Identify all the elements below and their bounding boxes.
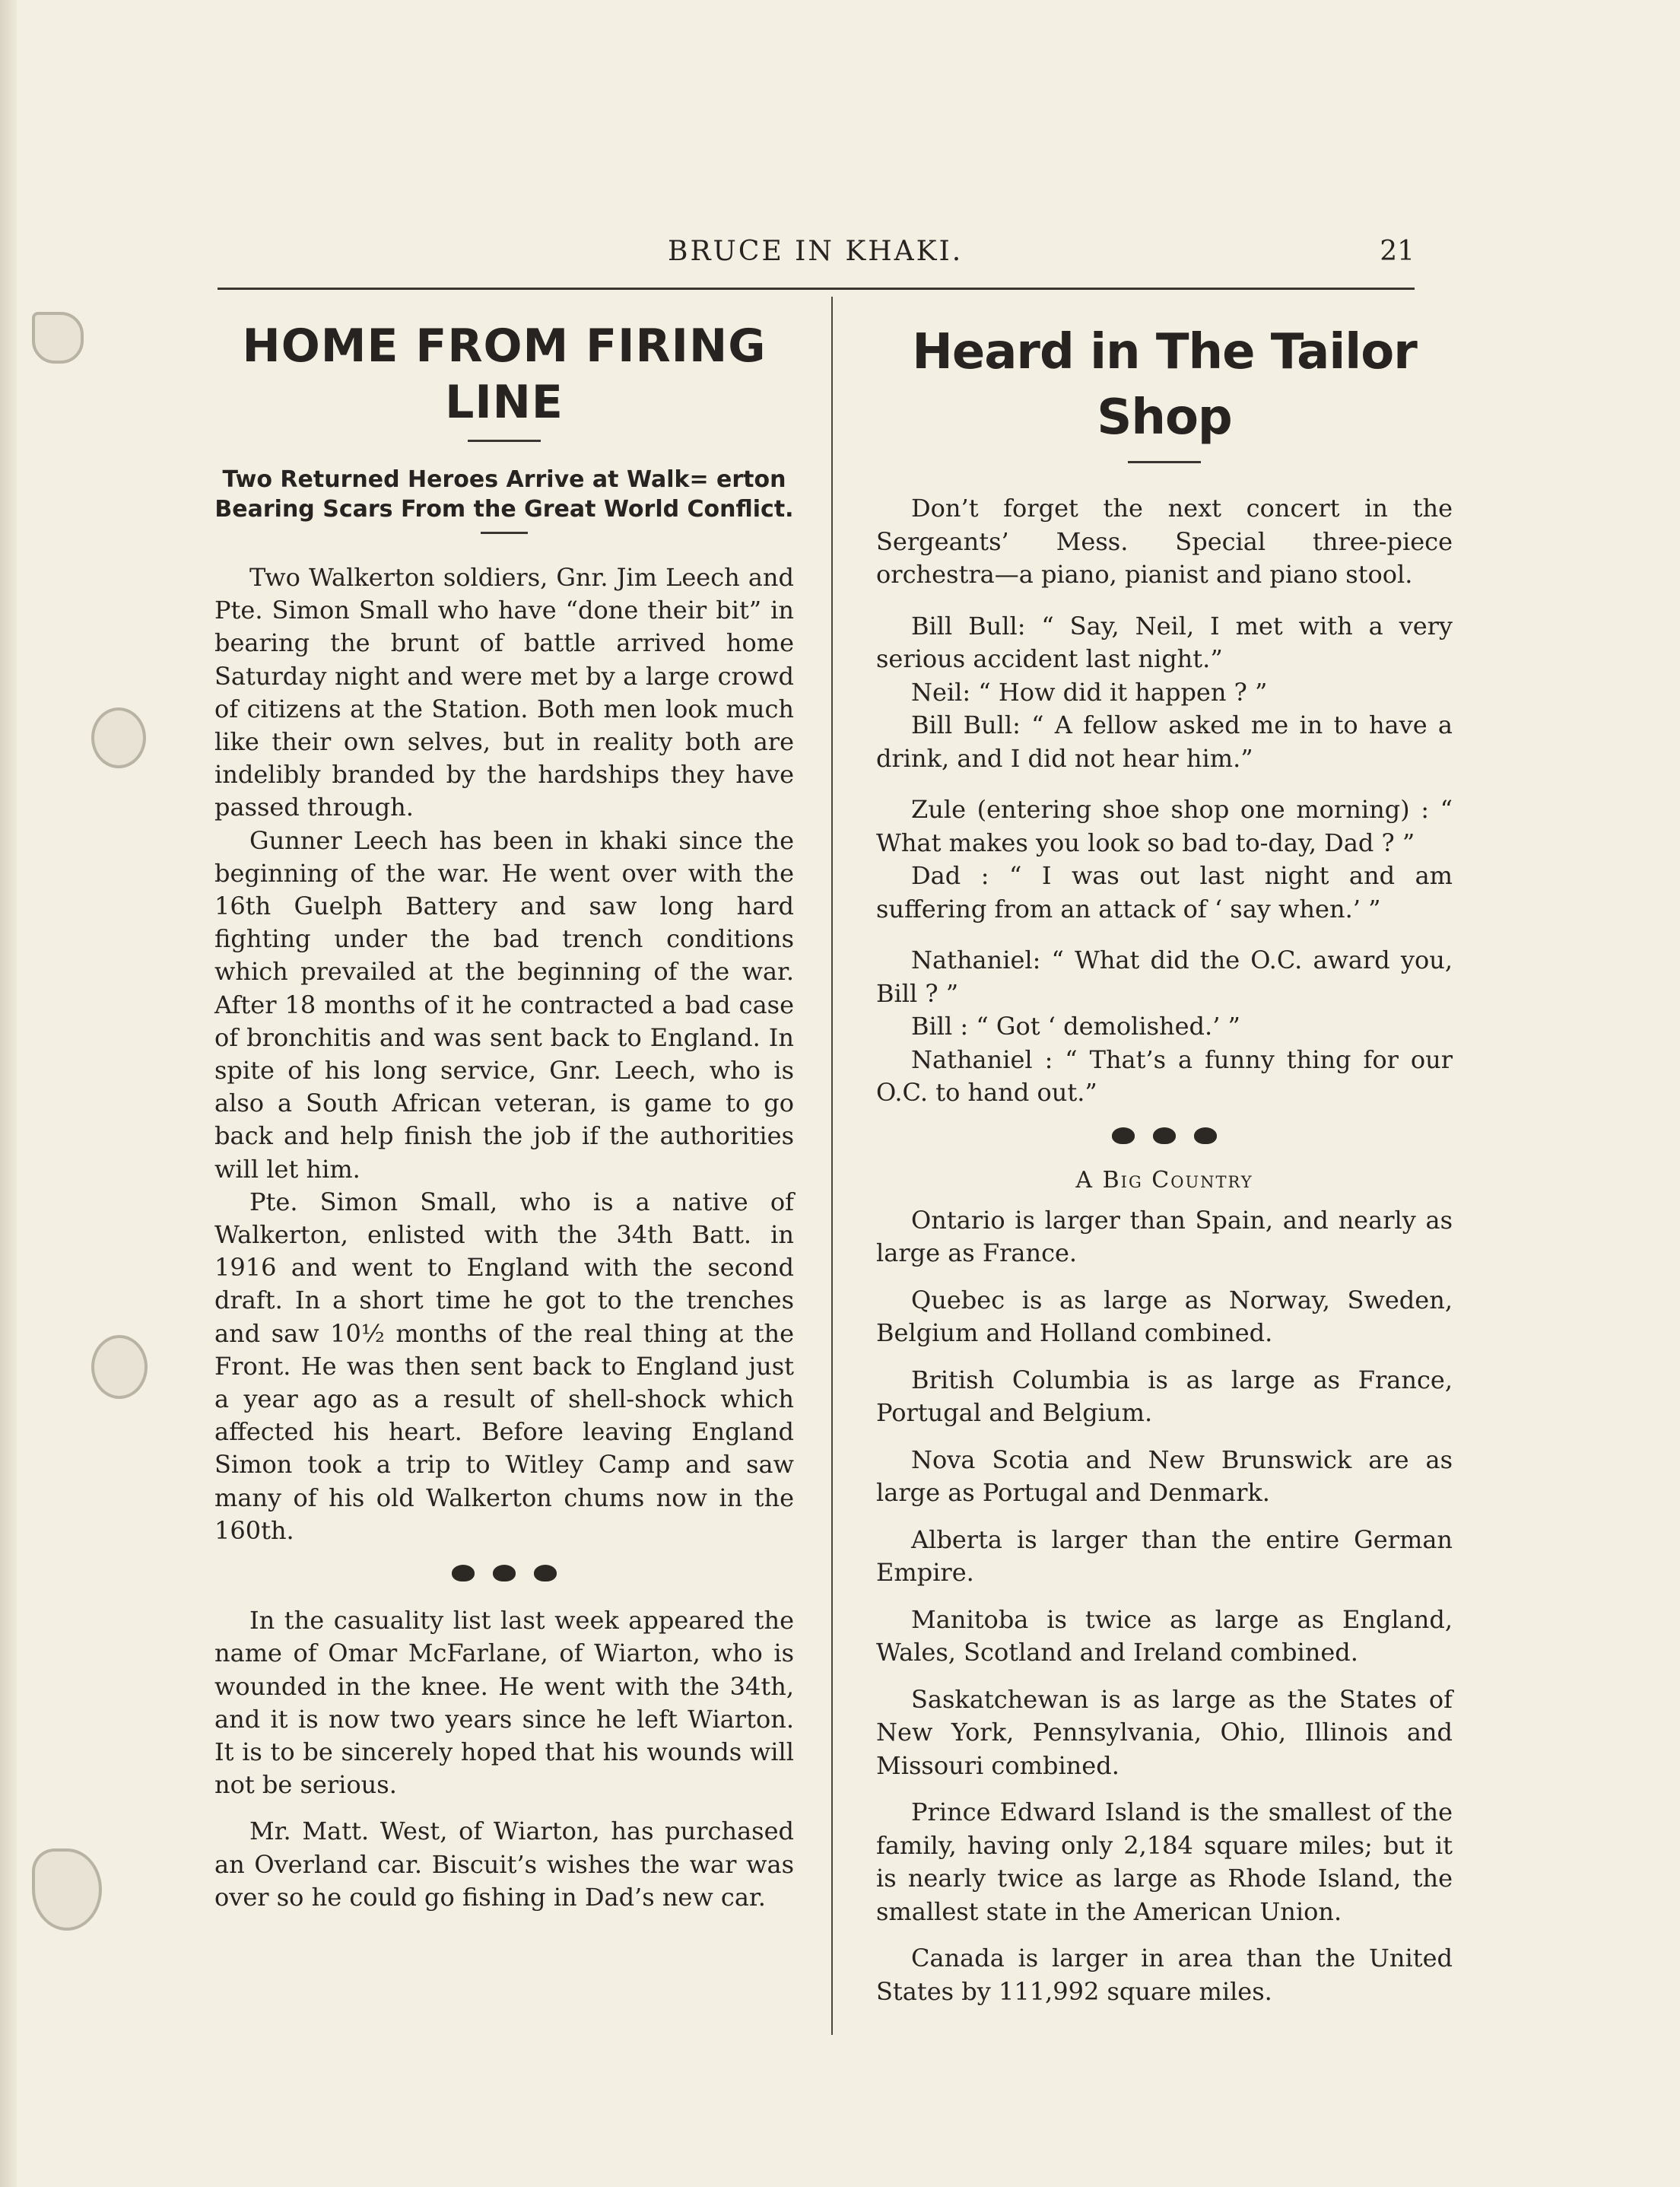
dialogue-line: Nathaniel: “ What did the O.C. award you, Bill ? ” — [876, 946, 1453, 1008]
headline-heard-in-tailor-shop: Heard in The Tailor Shop — [912, 324, 1417, 446]
punch-hole — [91, 1335, 148, 1399]
section-subhead: A Big Country — [1075, 1166, 1253, 1194]
fact-item: Alberta is larger than the entire German Empire. — [876, 1524, 1453, 1587]
ornament-icon — [493, 1565, 516, 1581]
dialogue-line: Dad : “ I was out last night and am suffering from an attack of ‘ say when.’ ” — [876, 861, 1453, 923]
running-header — [218, 236, 1415, 281]
fact-item: Canada is larger in area than the United States by 111,992 square miles. — [876, 1944, 1453, 2006]
article-paragraph: Gunner Leech has been in khaki since the beginning of the war. He went over with the 16th Guelph Battery and saw long hard fighting under the bad trench conditions which prevailed at the beginning of the war. After 18 months of it he contracted a bad case of bronchitis and was sent back to England. In spite of his long service, Gnr. Leech, who is also a South African veteran, is game to go back and help finish the job if the authorities will let him. — [214, 825, 794, 1184]
dialogue-line: Zule (entering shoe shop one morning) : “ What makes you look so bad to-day, Dad ? ” — [876, 795, 1453, 857]
punch-hole — [32, 1848, 102, 1931]
fact-item: Saskatchewan is as large as the States of New York, Pennsylvania, Ohio, Illinois and Missouri combined. — [876, 1684, 1453, 1780]
fact-item: Ontario is larger than Spain, and nearly as large as France. — [876, 1205, 1453, 1267]
article-deck: Two Returned Heroes Arrive at Walk= erton Bearing Scars From the Great World Conflict. — [214, 466, 794, 523]
punch-hole — [91, 707, 146, 768]
deck-rule — [481, 532, 528, 534]
dialogue-line: Nathaniel : “ That’s a funny thing for our O.C. to hand out.” — [876, 1044, 1453, 1107]
dialogue-line: Bill : “ Got ‘ demolished.’ ” — [911, 1012, 1240, 1041]
ornament-icon — [1153, 1127, 1176, 1144]
headline-rule — [468, 440, 541, 442]
page-binding-edge — [0, 0, 17, 2187]
news-item: Mr. Matt. West, of Wiarton, has purchased an Overland car. Biscuit’s wishes the war was over so he could go fishing in Dad’s new car. — [214, 1817, 794, 1912]
dialogue-line: Neil: “ How did it happen ? ” — [911, 677, 1268, 707]
running-title: BRUCE IN KHAKI. — [668, 236, 964, 267]
fact-item: Nova Scotia and New Brunswick are as large as Portugal and Denmark. — [876, 1445, 1453, 1507]
fact-item: Manitoba is twice as large as England, Wales, Scotland and Ireland combined. — [876, 1604, 1453, 1667]
intro-paragraph: Don’t forget the next concert in the Sergeants’ Mess. Special three-piece orchestra—a piano, pianist and piano stool. — [876, 494, 1453, 589]
article-paragraph: Pte. Simon Small, who is a native of Walkerton, enlisted with the 34th Batt. in 1916 and went to England with the second draft. In a short time he got to the trenches and saw 10½ months of the real thing at the Front. He was then sent back to England just a year ago as a result of shell-shock which affected his heart. Before leaving England Simon took a trip to Witley Camp and saw many of his old Walkerton chums now in the 160th. — [214, 1187, 794, 1545]
ornament-icon — [1194, 1127, 1217, 1144]
news-item: In the casuality list last week appeared the name of Omar McFarlane, of Wiarton, who is wounded in the knee. He went with the 34th, and it is now two years since he left Wiarton. It is to be sincerely hoped that his wounds will not be serious. — [214, 1606, 794, 1800]
column-divider — [831, 297, 833, 2035]
ornament-divider — [214, 1561, 794, 1588]
fact-item: British Columbia is as large as France, Portugal and Belgium. — [876, 1365, 1453, 1427]
page-number: 21 — [1380, 236, 1415, 267]
ornament-icon — [1112, 1127, 1135, 1144]
headline-home-from-firing-line: HOME FROM FIRING LINE — [242, 319, 767, 429]
ornament-icon — [534, 1565, 557, 1581]
dialogue-line: Bill Bull: “ Say, Neil, I met with a very serious accident last night.” — [876, 611, 1453, 673]
left-column — [214, 312, 794, 1914]
headline-rule — [1128, 461, 1201, 463]
punch-hole — [32, 312, 84, 364]
article-paragraph: Two Walkerton soldiers, Gnr. Jim Leech and Pte. Simon Small who have “done their bit” in bearing the brunt of battle arrived home Saturday night and were met by a large crowd of citizens at the Station. Both men look much like their own selves, but in reality both are indelibly branded by the hardships they have passed through. — [214, 563, 794, 822]
ornament-divider — [876, 1124, 1453, 1150]
header-rule — [218, 288, 1415, 290]
fact-item: Prince Edward Island is the smallest of the family, having only 2,184 square miles; but it is nearly twice as large as Rhode Island, the smallest state in the American Union. — [876, 1798, 1453, 1926]
dialogue-line: Bill Bull: “ A fellow asked me in to have a drink, and I did not hear him.” — [876, 710, 1453, 773]
fact-item: Quebec is as large as Norway, Sweden, Belgium and Holland combined. — [876, 1285, 1453, 1347]
right-column — [876, 312, 1453, 2022]
ornament-icon — [452, 1565, 475, 1581]
